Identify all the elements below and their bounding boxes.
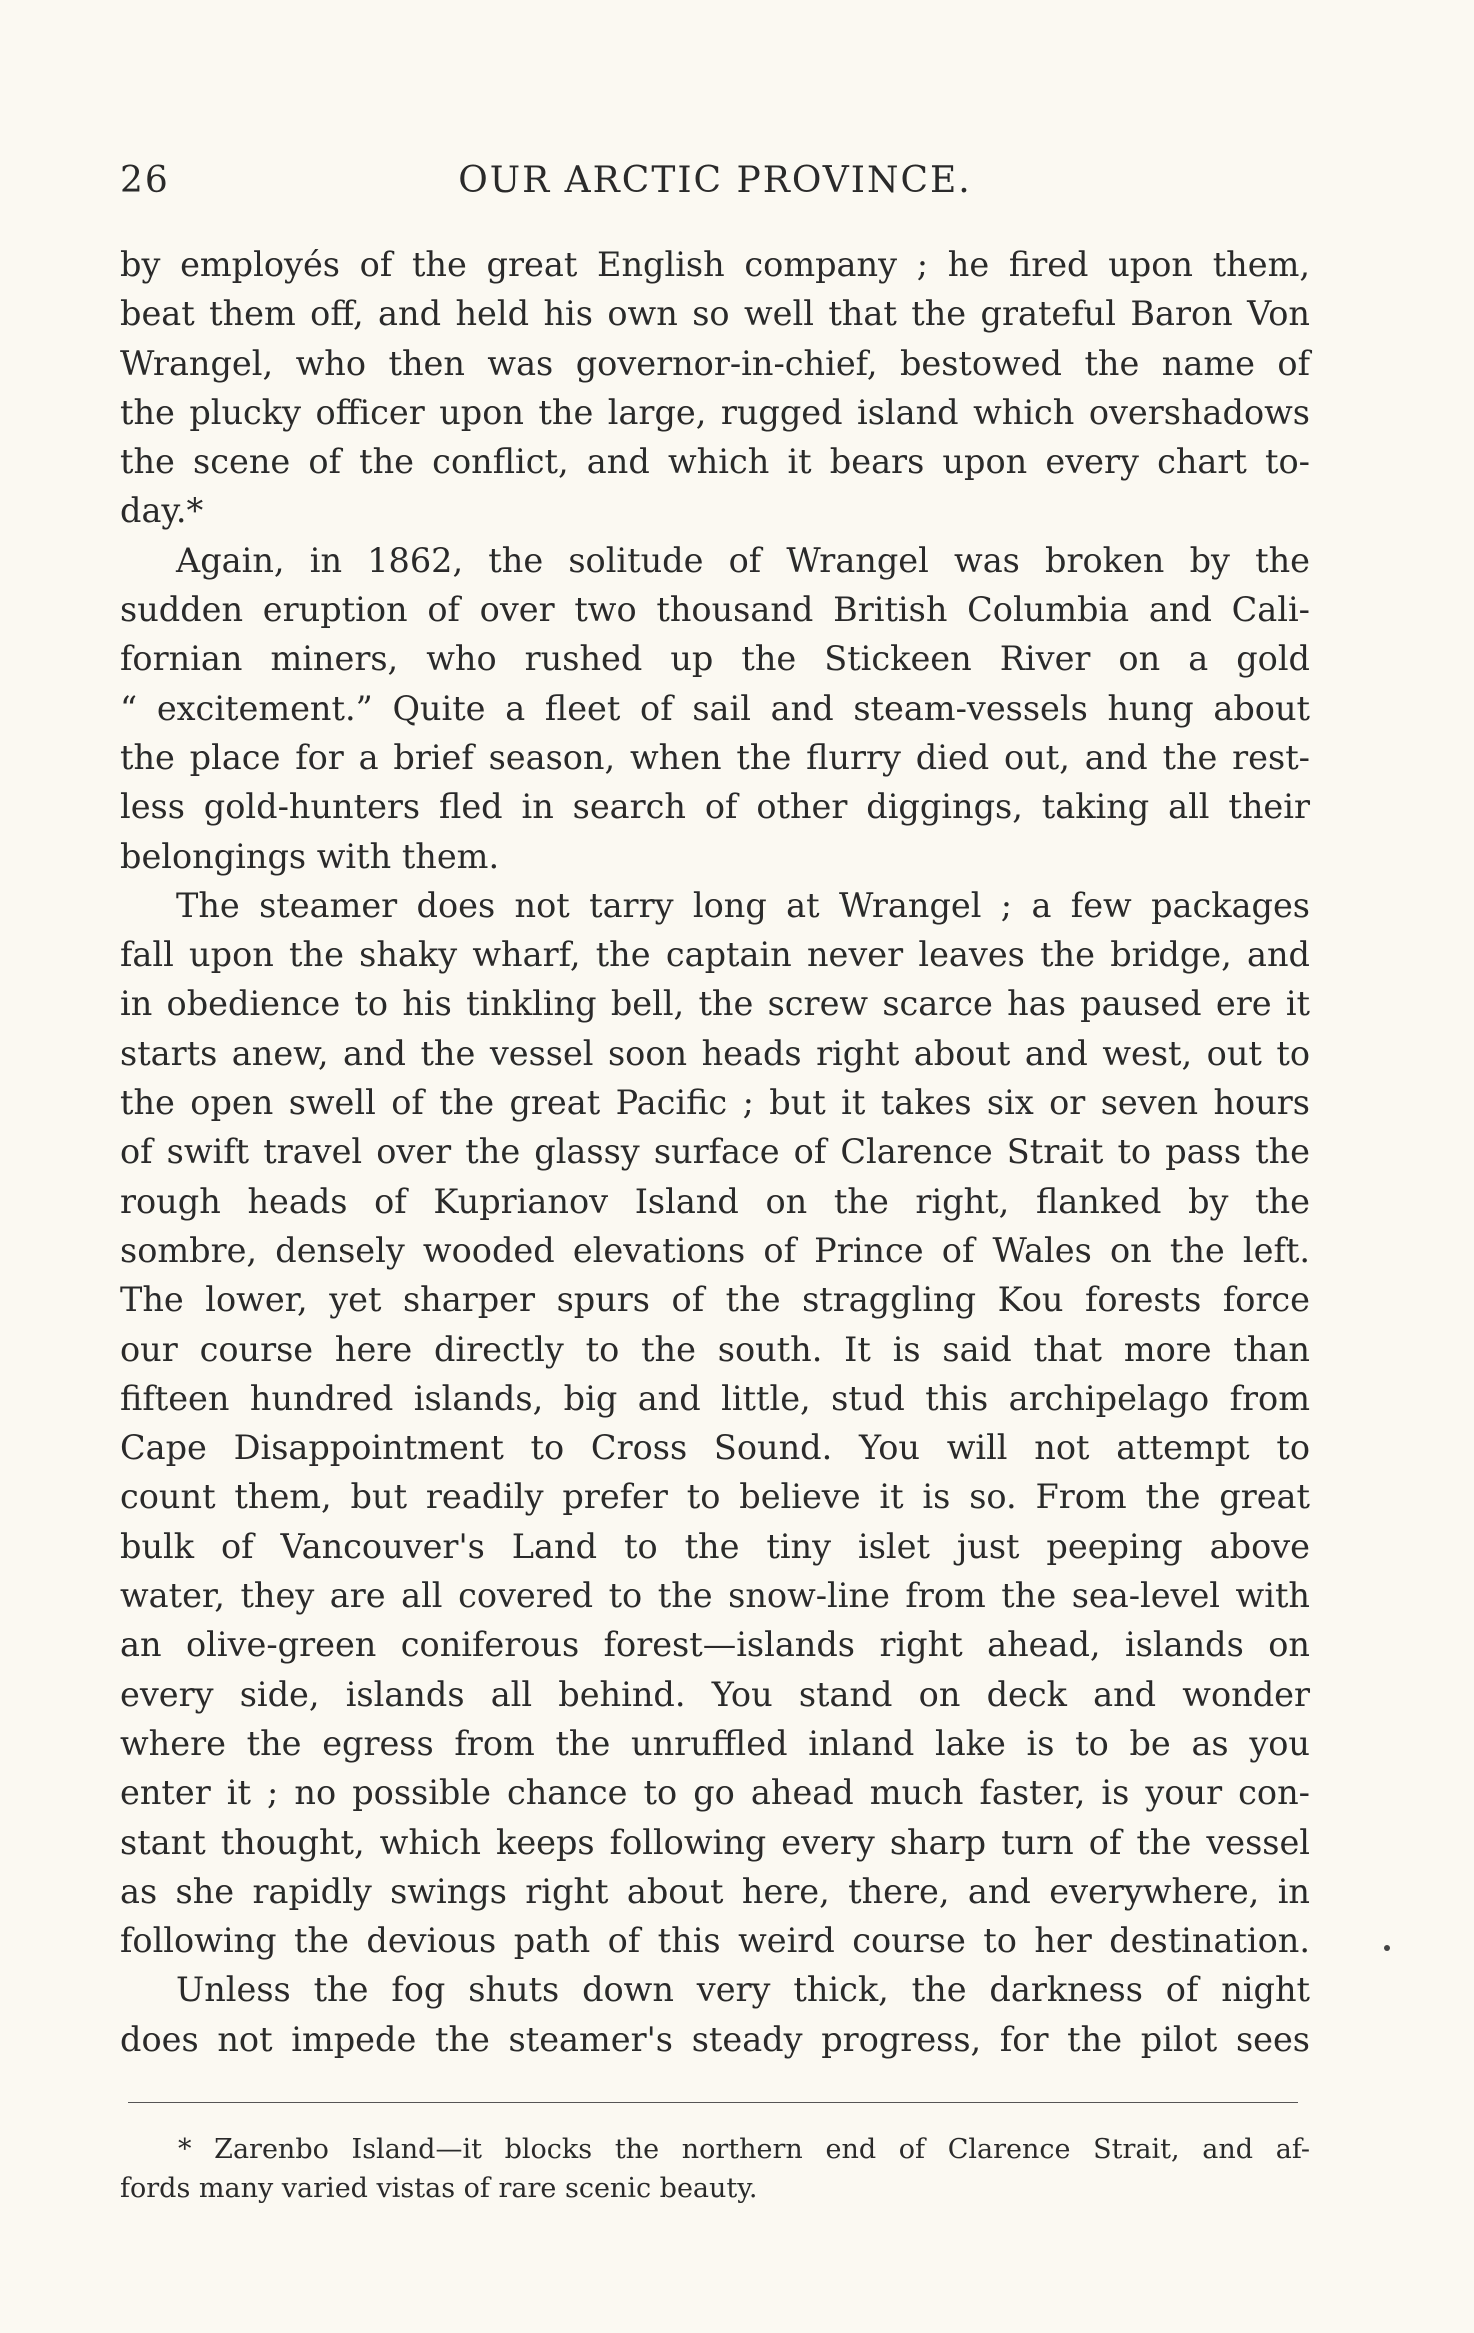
text-line: the scene of the conflict, and which it bears upon every chart to- xyxy=(120,442,1310,482)
text-line: bulk of Vancouver's Land to the tiny islet just peeping above xyxy=(120,1526,1310,1566)
body-text xyxy=(120,240,1310,2064)
text-line: The lower, yet sharper spurs of the straggling Kou forests force xyxy=(120,1280,1310,1320)
text-line: does not impede the steamer's steady progress, for the pilot sees xyxy=(120,2019,1310,2059)
text-line: every side, islands all behind. You stand on deck and wonder xyxy=(120,1674,1310,1714)
text-line: rough heads of Kuprianov Island on the right, flanked by the xyxy=(120,1181,1310,1221)
text-line: The steamer does not tarry long at Wrangel ; a few packages xyxy=(176,885,1310,925)
text-line: Cape Disappointment to Cross Sound. You will not attempt to xyxy=(120,1428,1310,1468)
text-line: stant thought, which keeps following every sharp turn of the vessel xyxy=(120,1822,1310,1862)
text-line: fifteen hundred islands, big and little, stud this archipelago from xyxy=(120,1378,1310,1418)
text-line: Unless the fog shuts down very thick, the darkness of night xyxy=(176,1970,1310,2010)
text-line: our course here directly to the south. It is said that more than xyxy=(120,1329,1310,1369)
footnote-divider xyxy=(128,2102,1298,2103)
text-line: as she rapidly swings right about here, there, and everywhere, in xyxy=(120,1871,1310,1911)
text-line: count them, but readily prefer to believe it is so. From the great xyxy=(120,1477,1310,1517)
margin-speck xyxy=(1384,1945,1390,1951)
text-line: fornian miners, who rushed up the Stickeen River on a gold xyxy=(120,639,1310,679)
footnote-line: * Zarenbo Island—it blocks the northern end of Clarence Strait, and af- xyxy=(178,2134,1310,2165)
footnote xyxy=(120,2130,1310,2208)
text-line: enter it ; no possible chance to go ahead much faster, is your con- xyxy=(120,1773,1310,1813)
text-line: Wrangel, who then was governor-in-chief, bestowed the name of xyxy=(120,343,1310,383)
text-line: belongings with them. xyxy=(120,836,500,876)
text-line: sombre, densely wooded elevations of Prince of Wales on the left. xyxy=(120,1230,1310,1270)
text-line: beat them off, and held his own so well that the grateful Baron Von xyxy=(120,294,1310,334)
text-line: the plucky officer upon the large, rugged island which overshadows xyxy=(120,392,1310,432)
text-line: the open swell of the great Pacific ; but it takes six or seven hours xyxy=(120,1083,1310,1123)
text-line: sudden eruption of over two thousand British Columbia and Cali- xyxy=(120,590,1310,630)
text-line: Again, in 1862, the solitude of Wrangel was broken by the xyxy=(176,540,1310,580)
text-line: by employés of the great English company ; he fired upon them, xyxy=(120,245,1310,284)
page-number: 26 xyxy=(120,160,170,201)
text-line: starts anew, and the vessel soon heads right about and west, out to xyxy=(120,1033,1310,1073)
running-head: OUR ARCTIC PROVINCE. xyxy=(458,160,972,201)
text-line: where the egress from the unruffled inland lake is to be as you xyxy=(120,1723,1310,1763)
text-line: less gold-hunters fled in search of other diggings, taking all their xyxy=(120,787,1310,827)
text-line: day.* xyxy=(120,491,204,531)
footnote-line: fords many varied vistas of rare scenic beauty. xyxy=(120,2173,758,2204)
text-line: an olive-green coniferous forest—islands right ahead, islands on xyxy=(120,1625,1310,1665)
text-line: the place for a brief season, when the flurry died out, and the rest- xyxy=(120,737,1310,777)
text-line: water, they are all covered to the snow-line from the sea-level with xyxy=(120,1576,1310,1616)
text-line: of swift travel over the glassy surface of Clarence Strait to pass the xyxy=(120,1132,1310,1172)
text-line: in obedience to his tinkling bell, the screw scarce has paused ere it xyxy=(120,984,1310,1024)
text-line: “ excitement.” Quite a fleet of sail and steam-vessels hung about xyxy=(120,688,1310,728)
text-line: following the devious path of this weird course to her destination. xyxy=(120,1921,1310,1961)
page-header xyxy=(120,160,1310,210)
text-line: fall upon the shaky wharf, the captain never leaves the bridge, and xyxy=(120,935,1310,975)
